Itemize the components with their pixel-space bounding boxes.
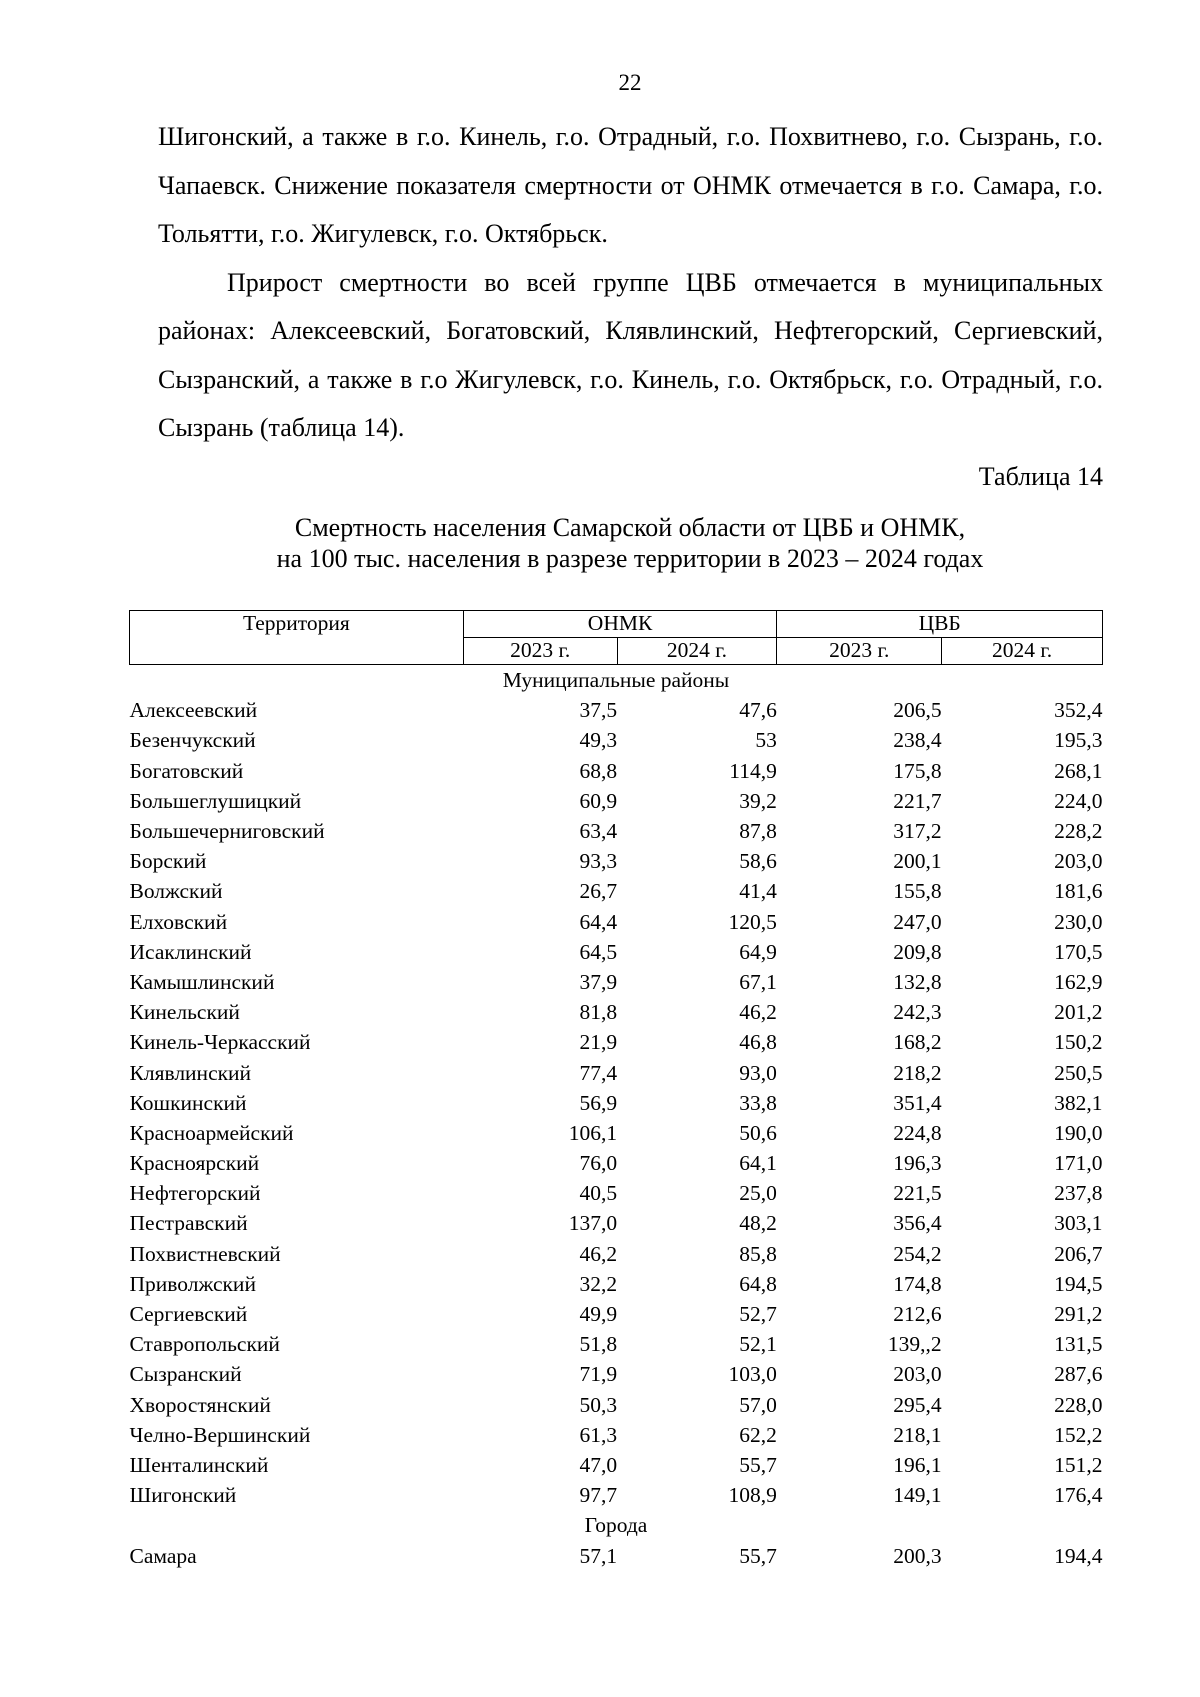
value-cell: 131,5 xyxy=(1054,1332,1103,1357)
table-row xyxy=(130,937,1103,967)
value-cell: 176,4 xyxy=(1054,1483,1103,1508)
value-cell: 46,8 xyxy=(739,1030,777,1055)
value-cell: 62,2 xyxy=(739,1422,777,1447)
table-row xyxy=(130,1480,1103,1510)
value-cell: 218,1 xyxy=(893,1422,942,1447)
table-row xyxy=(130,1269,1103,1299)
value-cell: 382,1 xyxy=(1054,1090,1103,1115)
territory-cell: Пестравский xyxy=(129,1211,248,1236)
value-cell: 52,7 xyxy=(739,1302,777,1327)
value-cell: 200,1 xyxy=(893,849,942,874)
value-cell: 63,4 xyxy=(579,819,618,844)
value-cell: 224,0 xyxy=(1054,788,1103,813)
territory-cell: Красноярский xyxy=(129,1151,260,1176)
territory-cell: Безенчукский xyxy=(129,728,256,753)
value-cell: 190,0 xyxy=(1054,1120,1103,1145)
territory-cell: Шигонский xyxy=(129,1483,237,1508)
value-cell: 47,6 xyxy=(739,698,777,723)
section-row xyxy=(130,1510,1103,1540)
paragraph: Прирост смертности во всей группе ЦВБ отмечается в муниципальных районах: Алексеевский, Богатовский, Клявлинский, Нефтегорский, Сергиевский, Сызранский, а также в г.о Жигулевск, г.о. Кинель, г.о. Октябрьск, г.о. Отрадный, г.о. Сызрань (таблица 14). xyxy=(158,267,1103,442)
value-cell: 26,7 xyxy=(579,879,618,904)
territory-cell: Богатовский xyxy=(129,758,244,783)
value-cell: 203,0 xyxy=(893,1362,942,1387)
territory-cell: Алексеевский xyxy=(129,698,258,723)
value-cell: 53 xyxy=(755,728,777,753)
value-cell: 46,2 xyxy=(739,1000,777,1025)
value-cell: 221,7 xyxy=(893,788,942,813)
value-cell: 106,1 xyxy=(568,1120,618,1145)
year-header: 2023 г. xyxy=(777,638,942,665)
value-cell: 37,5 xyxy=(579,698,618,723)
table-row xyxy=(130,1027,1103,1057)
page-number: 22 xyxy=(618,70,642,95)
value-cell: 351,4 xyxy=(893,1090,942,1115)
value-cell: 87,8 xyxy=(739,819,777,844)
territory-cell: Кинель-Черкасский xyxy=(129,1030,311,1055)
table-row xyxy=(130,695,1103,725)
territory-cell: Елховский xyxy=(129,909,228,934)
value-cell: 32,2 xyxy=(579,1271,618,1296)
value-cell: 76,0 xyxy=(579,1151,618,1176)
table-row xyxy=(130,1299,1103,1329)
value-cell: 132,8 xyxy=(893,969,942,994)
value-cell: 242,3 xyxy=(893,1000,942,1025)
value-cell: 25,0 xyxy=(739,1181,777,1206)
value-cell: 254,2 xyxy=(893,1241,942,1266)
table-row xyxy=(130,1148,1103,1178)
value-cell: 152,2 xyxy=(1054,1422,1103,1447)
value-cell: 168,2 xyxy=(893,1030,942,1055)
table-row xyxy=(130,1359,1103,1389)
territory-cell: Большеглушицкий xyxy=(129,788,302,813)
table-row xyxy=(130,1390,1103,1420)
value-cell: 93,0 xyxy=(739,1060,777,1085)
value-cell: 77,4 xyxy=(579,1060,618,1085)
value-cell: 108,9 xyxy=(728,1483,777,1508)
value-cell: 352,4 xyxy=(1054,698,1103,723)
year-header: 2024 г. xyxy=(617,638,777,665)
cvb-header: ЦВБ xyxy=(777,611,1103,638)
territory-cell: Челно-Вершинский xyxy=(129,1422,311,1447)
table-row xyxy=(130,907,1103,937)
value-cell: 174,8 xyxy=(893,1271,942,1296)
section-row xyxy=(130,665,1103,696)
value-cell: 49,9 xyxy=(579,1302,618,1327)
value-cell: 64,1 xyxy=(739,1151,777,1176)
value-cell: 287,6 xyxy=(1054,1362,1103,1387)
table-row xyxy=(130,997,1103,1027)
body-text xyxy=(158,113,1103,453)
value-cell: 52,1 xyxy=(739,1332,777,1357)
value-cell: 181,6 xyxy=(1054,879,1103,904)
value-cell: 291,2 xyxy=(1054,1302,1103,1327)
table-row xyxy=(130,1540,1103,1570)
value-cell: 48,2 xyxy=(739,1211,777,1236)
value-cell: 221,5 xyxy=(893,1181,942,1206)
value-cell: 250,5 xyxy=(1054,1060,1103,1085)
value-cell: 212,6 xyxy=(893,1302,942,1327)
value-cell: 201,2 xyxy=(1054,1000,1103,1025)
territory-cell: Кошкинский xyxy=(129,1090,247,1115)
value-cell: 175,8 xyxy=(893,758,942,783)
value-cell: 71,9 xyxy=(579,1362,618,1387)
paragraph: Шигонский, а также в г.о. Кинель, г.о. Отрадный, г.о. Похвитнево, г.о. Сызрань, г.о. Чапаевск. Снижение показателя смертности от ОНМК отмечается в г.о. Самара, г.о. Тольятти, г.о. Жигулевск, г.о. Октябрьск. xyxy=(158,122,1103,248)
value-cell: 196,1 xyxy=(893,1452,942,1477)
value-cell: 200,3 xyxy=(893,1543,942,1568)
section-label: Города xyxy=(584,1513,648,1538)
value-cell: 228,0 xyxy=(1054,1392,1103,1417)
table-label: Таблица 14 xyxy=(978,462,1103,491)
table-row xyxy=(130,1088,1103,1118)
value-cell: 81,8 xyxy=(579,1000,618,1025)
value-cell: 64,4 xyxy=(579,909,618,934)
value-cell: 209,8 xyxy=(893,939,942,964)
value-cell: 151,2 xyxy=(1054,1452,1103,1477)
territory-cell: Сергиевский xyxy=(129,1302,248,1327)
value-cell: 60,9 xyxy=(579,788,618,813)
territory-cell: Шенталинский xyxy=(129,1452,269,1477)
value-cell: 295,4 xyxy=(893,1392,942,1417)
value-cell: 57,0 xyxy=(739,1392,777,1417)
value-cell: 64,8 xyxy=(739,1271,777,1296)
table-row xyxy=(130,876,1103,906)
section-label: Муниципальные районы xyxy=(502,668,730,693)
value-cell: 56,9 xyxy=(579,1090,618,1115)
territory-cell: Кинельский xyxy=(129,1000,240,1025)
value-cell: 171,0 xyxy=(1054,1151,1103,1176)
value-cell: 39,2 xyxy=(739,788,777,813)
territory-cell: Красноармейский xyxy=(129,1120,294,1145)
table-title xyxy=(0,512,1200,574)
territory-cell: Приволжский xyxy=(129,1271,256,1296)
table-header-row xyxy=(130,611,1103,638)
value-cell: 51,8 xyxy=(579,1332,618,1357)
value-cell: 194,5 xyxy=(1054,1271,1103,1296)
value-cell: 317,2 xyxy=(893,819,942,844)
value-cell: 41,4 xyxy=(739,879,777,904)
value-cell: 21,9 xyxy=(579,1030,618,1055)
value-cell: 67,1 xyxy=(739,969,777,994)
value-cell: 149,1 xyxy=(893,1483,942,1508)
value-cell: 195,3 xyxy=(1054,728,1103,753)
table-row xyxy=(130,846,1103,876)
value-cell: 203,0 xyxy=(1054,849,1103,874)
value-cell: 47,0 xyxy=(579,1452,618,1477)
value-cell: 93,3 xyxy=(579,849,618,874)
value-cell: 196,3 xyxy=(893,1151,942,1176)
value-cell: 206,7 xyxy=(1054,1241,1103,1266)
value-cell: 55,7 xyxy=(739,1452,777,1477)
value-cell: 49,3 xyxy=(579,728,618,753)
value-cell: 55,7 xyxy=(739,1543,777,1568)
value-cell: 97,7 xyxy=(579,1483,618,1508)
value-cell: 194,4 xyxy=(1054,1543,1103,1568)
territory-cell: Самара xyxy=(129,1543,197,1568)
territory-cell: Хворостянский xyxy=(129,1392,271,1417)
value-cell: 139,,2 xyxy=(887,1332,942,1357)
value-cell: 64,5 xyxy=(579,939,618,964)
table-row xyxy=(130,1329,1103,1359)
table-row xyxy=(130,1239,1103,1269)
value-cell: 120,5 xyxy=(728,909,777,934)
value-cell: 33,8 xyxy=(739,1090,777,1115)
value-cell: 268,1 xyxy=(1054,758,1103,783)
value-cell: 103,0 xyxy=(728,1362,777,1387)
table-row xyxy=(130,967,1103,997)
table-row xyxy=(130,786,1103,816)
value-cell: 247,0 xyxy=(893,909,942,934)
value-cell: 50,3 xyxy=(579,1392,618,1417)
value-cell: 356,4 xyxy=(893,1211,942,1236)
value-cell: 64,9 xyxy=(739,939,777,964)
territory-cell: Похвистневский xyxy=(129,1241,281,1266)
territory-cell: Волжский xyxy=(129,879,223,904)
territory-cell: Камышлинский xyxy=(129,969,275,994)
territory-cell: Большечерниговский xyxy=(129,819,325,844)
value-cell: 303,1 xyxy=(1054,1211,1103,1236)
table-row xyxy=(130,816,1103,846)
value-cell: 218,2 xyxy=(893,1060,942,1085)
territory-header: Территория xyxy=(130,611,464,665)
year-header: 2024 г. xyxy=(942,638,1103,665)
territory-cell: Ставропольский xyxy=(129,1332,280,1357)
mortality-table xyxy=(129,610,1103,1571)
value-cell: 114,9 xyxy=(729,758,777,783)
table-row xyxy=(130,725,1103,755)
value-cell: 150,2 xyxy=(1054,1030,1103,1055)
territory-cell: Борский xyxy=(129,849,207,874)
territory-cell: Исаклинский xyxy=(129,939,252,964)
territory-cell: Клявлинский xyxy=(129,1060,252,1085)
onmk-header: ОНМК xyxy=(463,611,777,638)
year-header: 2023 г. xyxy=(463,638,617,665)
value-cell: 58,6 xyxy=(739,849,777,874)
territory-cell: Сызранский xyxy=(129,1362,242,1387)
table-body xyxy=(130,665,1103,1571)
value-cell: 57,1 xyxy=(579,1543,618,1568)
value-cell: 224,8 xyxy=(893,1120,942,1145)
value-cell: 46,2 xyxy=(579,1241,618,1266)
value-cell: 68,8 xyxy=(579,758,618,783)
value-cell: 230,0 xyxy=(1054,909,1103,934)
value-cell: 61,3 xyxy=(579,1422,618,1447)
value-cell: 40,5 xyxy=(579,1181,618,1206)
table-row xyxy=(130,1420,1103,1450)
table-title-line: Смертность населения Самарской области от ЦВБ и ОНМК, xyxy=(294,513,966,542)
table-row xyxy=(130,1118,1103,1148)
table-title-line: на 100 тыс. населения в разрезе территории в 2023 – 2024 годах xyxy=(276,544,984,573)
table-row xyxy=(130,756,1103,786)
value-cell: 155,8 xyxy=(893,879,942,904)
value-cell: 85,8 xyxy=(739,1241,777,1266)
table-row xyxy=(130,1057,1103,1087)
value-cell: 137,0 xyxy=(568,1211,618,1236)
table-row xyxy=(130,1178,1103,1208)
table-row xyxy=(130,1208,1103,1238)
table-row xyxy=(130,1450,1103,1480)
value-cell: 206,5 xyxy=(893,698,942,723)
value-cell: 228,2 xyxy=(1054,819,1103,844)
value-cell: 37,9 xyxy=(579,969,618,994)
value-cell: 170,5 xyxy=(1054,939,1103,964)
territory-cell: Нефтегорский xyxy=(129,1181,261,1206)
value-cell: 162,9 xyxy=(1054,969,1103,994)
value-cell: 238,4 xyxy=(893,728,942,753)
value-cell: 237,8 xyxy=(1054,1181,1103,1206)
value-cell: 50,6 xyxy=(739,1120,777,1145)
